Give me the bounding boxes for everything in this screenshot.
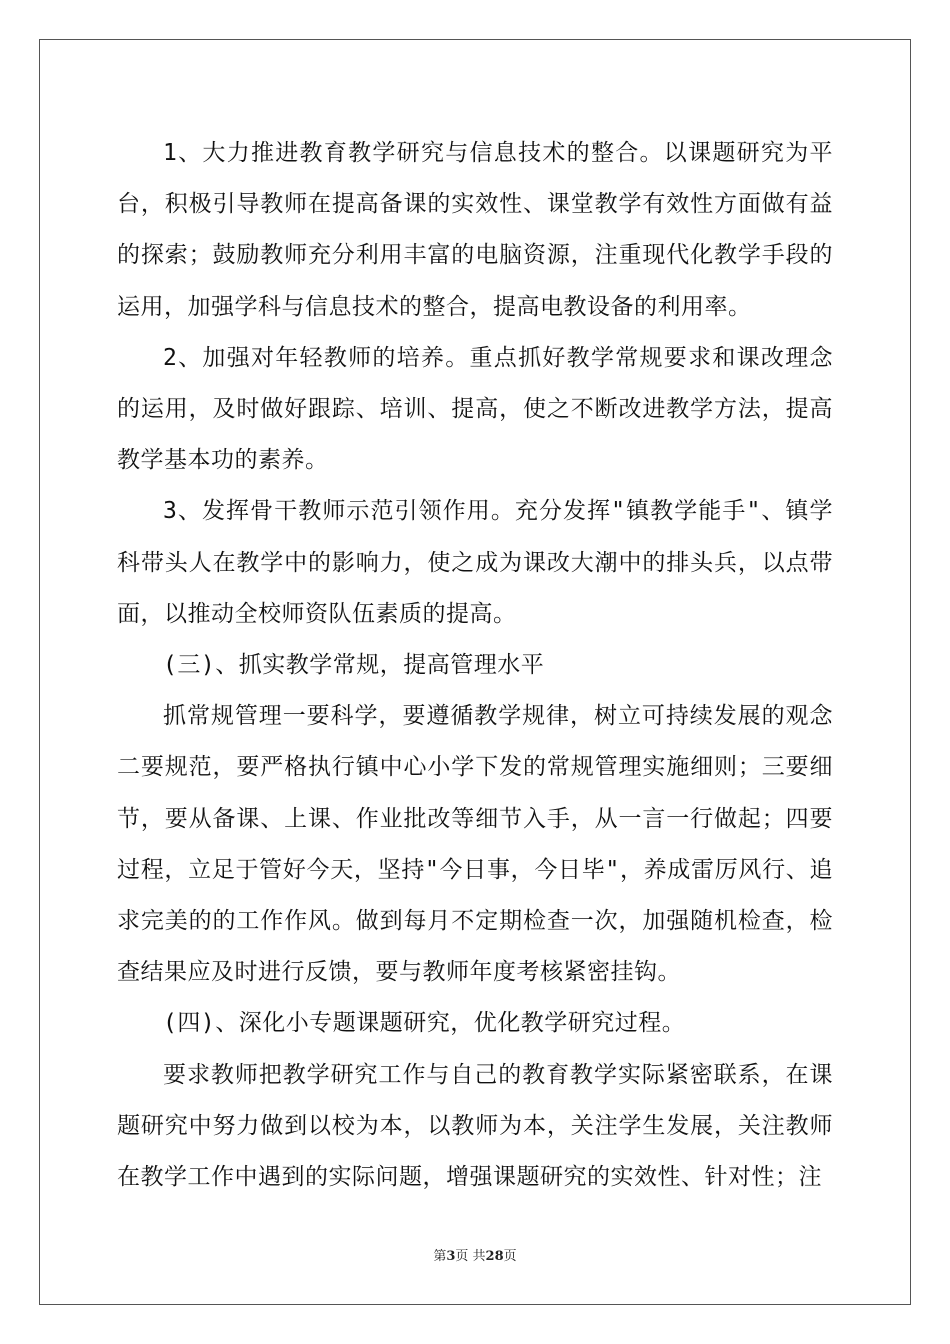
page-suffix: 页: [503, 1249, 517, 1264]
page-prefix: 第: [433, 1249, 447, 1264]
paragraph-3: 3、发挥骨干教师示范引领作用。充分发挥"镇教学能手"、镇学科带头人在教学中的影响力，使之成为课改大潮中的排头兵，以点带面，以推动全校师资队伍素质的提高。: [117, 498, 833, 627]
paragraph-4: 抓常规管理一要科学，要遵循教学规律，树立可持续发展的观念二要规范，要严格执行镇中心小学下发的常规管理实施细则；三要细节，要从备课、上课、作业批改等细节入手，从一言一行做起；四要过程，立足于管好今天，坚持"今日事，今日毕"，养成雷厉风行、追求完美的的工作作风。做到每月不定期检查一次，加强随机检查，检查结果应及时进行反馈，要与教师年度考核紧密挂钩。: [117, 703, 833, 986]
page-mid: 页 共: [455, 1249, 486, 1264]
page-current: 3: [446, 1249, 456, 1264]
document-body: [117, 128, 833, 1203]
section-heading-3: (三)、抓实教学常规，提高管理水平: [163, 652, 545, 679]
section-heading-4: (四)、深化小专题课题研究，优化教学研究过程。: [163, 1010, 686, 1037]
page-total: 28: [485, 1249, 504, 1264]
paragraph-1: 1、大力推进教育教学研究与信息技术的整合。以课题研究为平台，积极引导教师在提高备课的实效性、课堂教学有效性方面做有益的探索；鼓励教师充分利用丰富的电脑资源，注重现代化教学手段的运用，加强学科与信息技术的整合，提高电教设备的利用率。: [117, 140, 833, 320]
page-footer: [0, 1245, 950, 1264]
paragraph-2: 2、加强对年轻教师的培养。重点抓好教学常规要求和课改理念的运用，及时做好跟踪、培训、提高，使之不断改进教学方法，提高教学基本功的素养。: [117, 344, 833, 474]
paragraph-5: 要求教师把教学研究工作与自己的教育教学实际紧密联系，在课题研究中努力做到以校为本，以教师为本，关注学生发展，关注教师在教学工作中遇到的实际问题，增强课题研究的实效性、针对性；注: [117, 1061, 833, 1191]
